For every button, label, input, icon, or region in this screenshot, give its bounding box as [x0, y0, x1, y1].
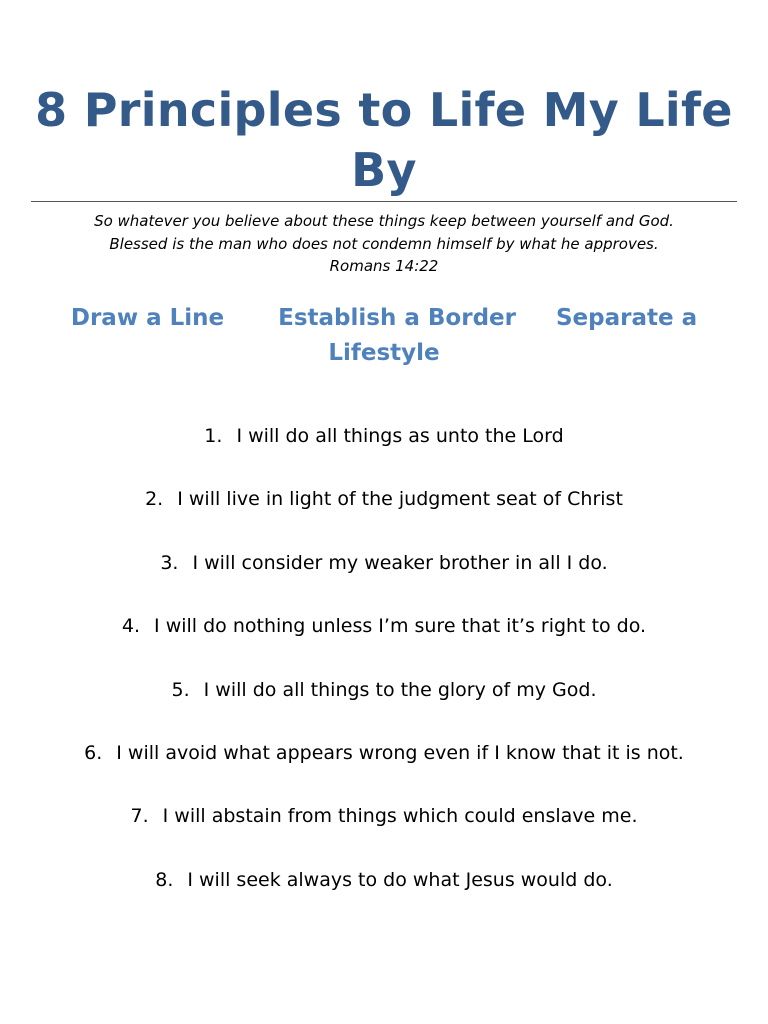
quote-line-1: So whatever you believe about these things keep between yourself and God.: [94, 212, 674, 230]
quote-reference: Romans 14:22: [329, 257, 439, 275]
principle-number: 6.: [84, 741, 103, 764]
principle-item: [0, 801, 768, 864]
subheading-establish-a-border: Establish a Border: [278, 305, 516, 331]
principle-text: I will consider my weaker brother in all I do.: [192, 551, 608, 574]
principle-number: 8.: [155, 868, 174, 891]
principle-number: 5.: [171, 678, 190, 701]
principle-number: 4.: [121, 615, 141, 638]
principle-item: [0, 738, 768, 801]
principle-number: 7.: [130, 805, 149, 828]
principle-text: I will avoid what appears wrong even if I know that it is not.: [116, 741, 684, 764]
subheading-row: [20, 301, 748, 371]
principles-list: [0, 421, 768, 928]
principle-text: I will abstain from things which could enslave me.: [162, 805, 638, 828]
page-title: 8 Principles to Life My Life By: [35, 83, 733, 197]
scripture-quote: [20, 210, 748, 278]
principle-item: [0, 675, 768, 738]
principle-number: 2.: [145, 488, 164, 511]
principle-text: I will seek always to do what Jesus would do.: [187, 868, 613, 891]
principle-number: 3.: [160, 551, 179, 574]
principle-text: I will do all things to the glory of my God.: [203, 678, 597, 701]
principle-item: [0, 865, 768, 928]
principle-item: [0, 484, 768, 547]
principle-item: [0, 421, 768, 484]
principle-item: [0, 548, 768, 611]
principle-number: 1.: [204, 425, 223, 447]
principle-text: I will do all things as unto the Lord: [236, 425, 564, 447]
principle-item: [0, 611, 768, 674]
subheading-separate-a-lifestyle: Separate a Lifestyle: [328, 305, 698, 366]
principle-text: I will live in light of the judgment seat of Christ: [177, 488, 623, 511]
principle-text: I will do nothing unless I’m sure that it’s right to do.: [154, 615, 647, 638]
quote-line-2: Blessed is the man who does not condemn himself by what he approves.: [109, 234, 659, 253]
title-divider: [31, 201, 737, 202]
subheading-draw-a-line: Draw a Line: [70, 305, 225, 331]
